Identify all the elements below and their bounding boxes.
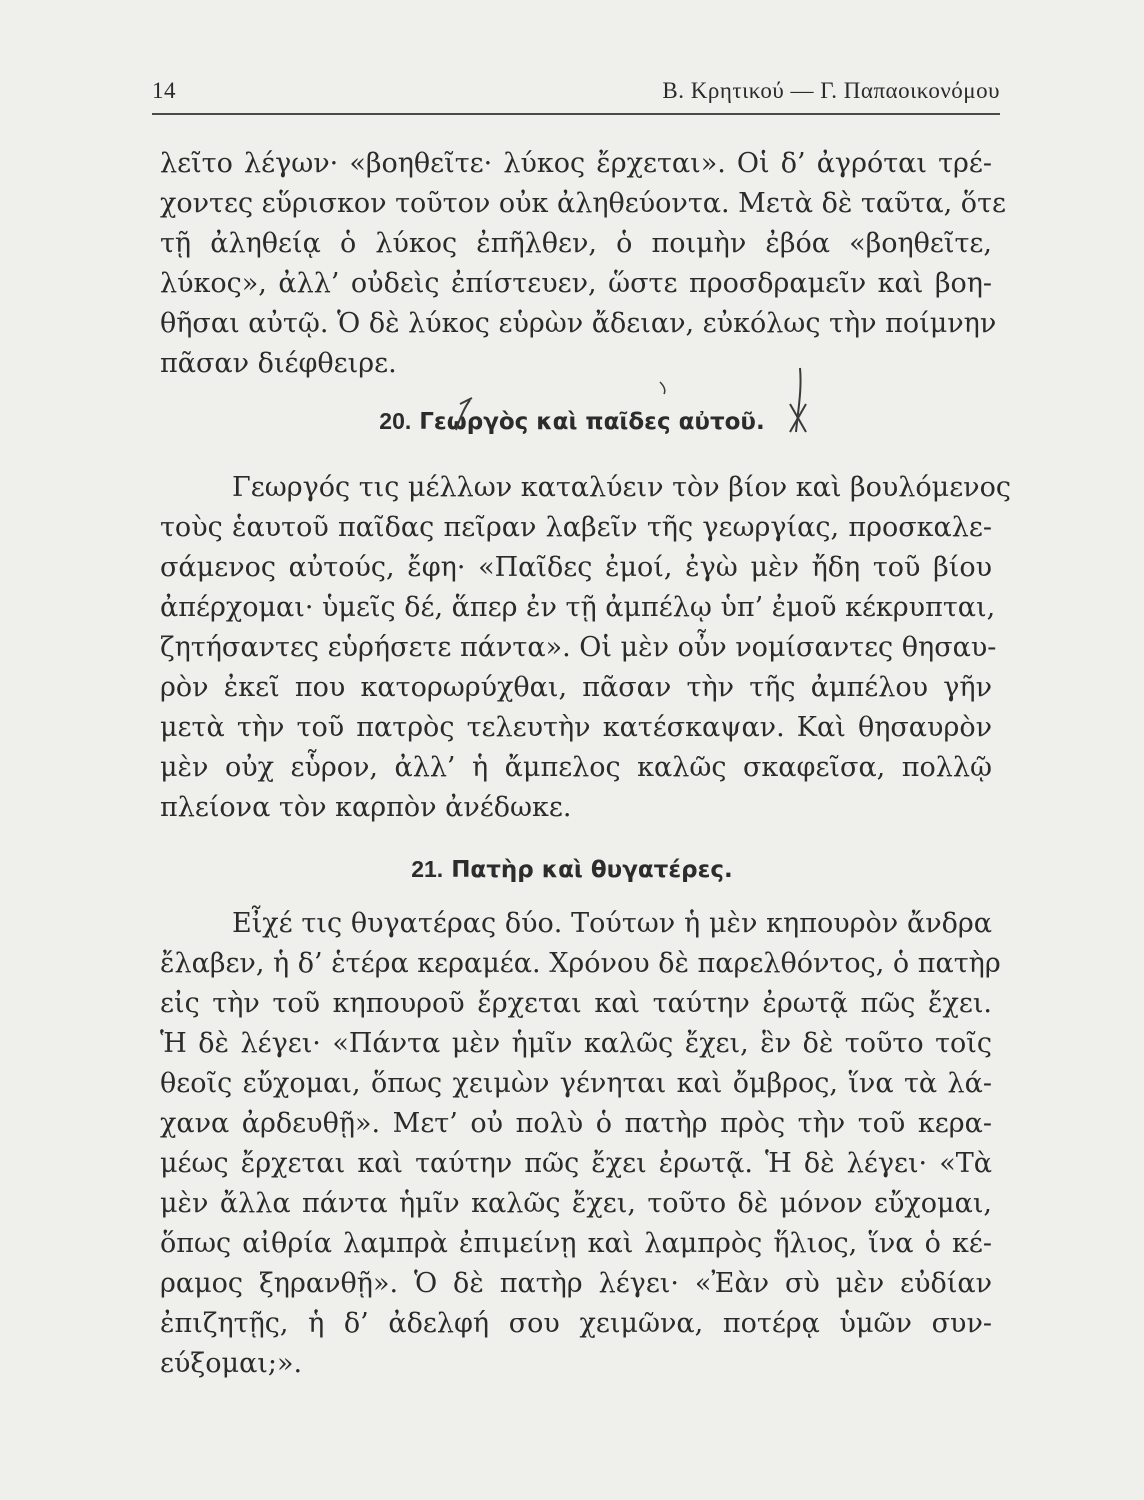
fable-number: 20. (379, 408, 412, 434)
text-line: ἐπιζητῇς, ἡ δ’ ἀδελφή σου χειμῶνα, ποτέρᾳ ὑμῶν συν- (160, 1308, 992, 1339)
text-line: τῇ ἀληθείᾳ ὁ λύκος ἐπῆλθεν, ὁ ποιμὴν ἐβόα «βοηθεῖτε, (160, 228, 992, 259)
text-line: ρὸν ἐκεῖ που κατορωρύχθαι, πᾶσαν τὴν τῆς ἀμπέλου γῆν (160, 672, 992, 703)
fable-title: Γεωργὸς καὶ παῖδες αὐτοῦ. (419, 409, 765, 435)
fable-title: Πατὴρ καὶ θυγατέρες. (451, 857, 733, 883)
text-line: μέως ἔρχεται καὶ ταύτην πῶς ἔχει ἐρωτᾷ. Ἡ δὲ λέγει· «Τὰ (160, 1148, 992, 1179)
text-line: θῆσαι αὐτῷ. Ὁ δὲ λύκος εὑρὼν ἄδειαν, εὐκόλως τὴν ποίμνην (160, 308, 997, 339)
text-line: ἔλαβεν, ἡ δ’ ἑτέρα κεραμέα. Χρόνου δὲ παρελθόντος, ὁ πατὴρ (160, 948, 1001, 979)
text-line: πλείονα τὸν καρπὸν ἀνέδωκε. (160, 792, 572, 823)
text-line: εἰς τὴν τοῦ κηπουροῦ ἔρχεται καὶ ταύτην ἐρωτᾷ πῶς ἔχει. (160, 988, 992, 1019)
text-line: τοὺς ἑαυτοῦ παῖδας πεῖραν λαβεῖν τῆς γεωργίας, προσκαλε- (160, 512, 992, 543)
text-line: Γεωργός τις μέλλων καταλύειν τὸν βίον καὶ βουλόμενος (232, 472, 1011, 503)
fable-number: 21. (411, 856, 444, 882)
text-line: χανα ἀρδευθῇ». Μετ’ οὐ πολὺ ὁ πατὴρ πρὸς τὴν τοῦ κερα- (160, 1108, 992, 1139)
fable-21-body (160, 904, 1001, 1384)
text-line: ζητήσαντες εὑρήσετε πάντα». Οἱ μὲν οὖν νομίσαντες θησαυ- (160, 632, 997, 663)
text-line: σάμενος αὐτούς, ἔφη· «Παῖδες ἐμοί, ἐγὼ μὲν ἤδη τοῦ βίου (160, 552, 992, 583)
text-line: λύκος», ἀλλ’ οὐδεὶς ἐπίστευεν, ὥστε προσδραμεῖν καὶ βοη- (160, 268, 992, 299)
text-line: μὲν ἄλλα πάντα ἡμῖν καλῶς ἔχει, τοῦτο δὲ μόνον εὔχομαι, (160, 1188, 992, 1219)
text-line: Ἡ δὲ λέγει· «Πάντα μὲν ἡμῖν καλῶς ἔχει, ἓν δὲ τοῦτο τοῖς (160, 1028, 992, 1059)
text-line: θεοῖς εὔχομαι, ὅπως χειμὼν γένηται καὶ ὄμβρος, ἵνα τὰ λά- (160, 1068, 992, 1099)
running-head (152, 72, 1000, 108)
text-line: χοντες εὕρισκον τοῦτον οὐκ ἀληθεύοντα. Μετὰ δὲ ταῦτα, ὅτε (160, 188, 1006, 219)
text-line: ραμος ξηρανθῇ». Ὁ δὲ πατὴρ λέγει· «Ἐὰν σὺ μὲν εὐδίαν (160, 1268, 992, 1299)
text-line: Εἶχέ τις θυγατέρας δύο. Τούτων ἡ μὲν κηπουρὸν ἄνδρα (232, 908, 992, 939)
fable-21-heading (0, 856, 1144, 883)
text-line: λεῖτο λέγων· «βοηθεῖτε· λύκος ἔρχεται». Οἱ δ’ ἀγρόται τρέ- (160, 148, 992, 179)
fable-20-body (160, 468, 1011, 828)
text-line: μὲν οὐχ εὗρον, ἀλλ’ ἡ ἄμπελος καλῶς σκαφεῖσα, πολλῷ (160, 752, 992, 783)
text-line: ἀπέρχομαι· ὑμεῖς δέ, ἅπερ ἐν τῇ ἀμπέλῳ ὑπ’ ἐμοῦ κέκρυπται, (160, 592, 996, 623)
text-line: ὅπως αἰθρία λαμπρὰ ἐπιμείνῃ καὶ λαμπρὸς ἥλιος, ἵνα ὁ κέ- (160, 1228, 992, 1259)
header-rule (152, 113, 1000, 115)
text-line: μετὰ τὴν τοῦ πατρὸς τελευτὴν κατέσκαψαν. Καὶ θησαυρὸν (160, 712, 992, 743)
running-title: Β. Κρητικού — Γ. Παπαοικονόμου (662, 78, 1000, 103)
text-line: πᾶσαν διέφθειρε. (160, 348, 397, 379)
text-line: εύξομαι;». (160, 1348, 303, 1379)
page-number: 14 (152, 78, 176, 103)
fable-20-heading (0, 408, 1144, 435)
fable-19-ending (160, 144, 1006, 384)
